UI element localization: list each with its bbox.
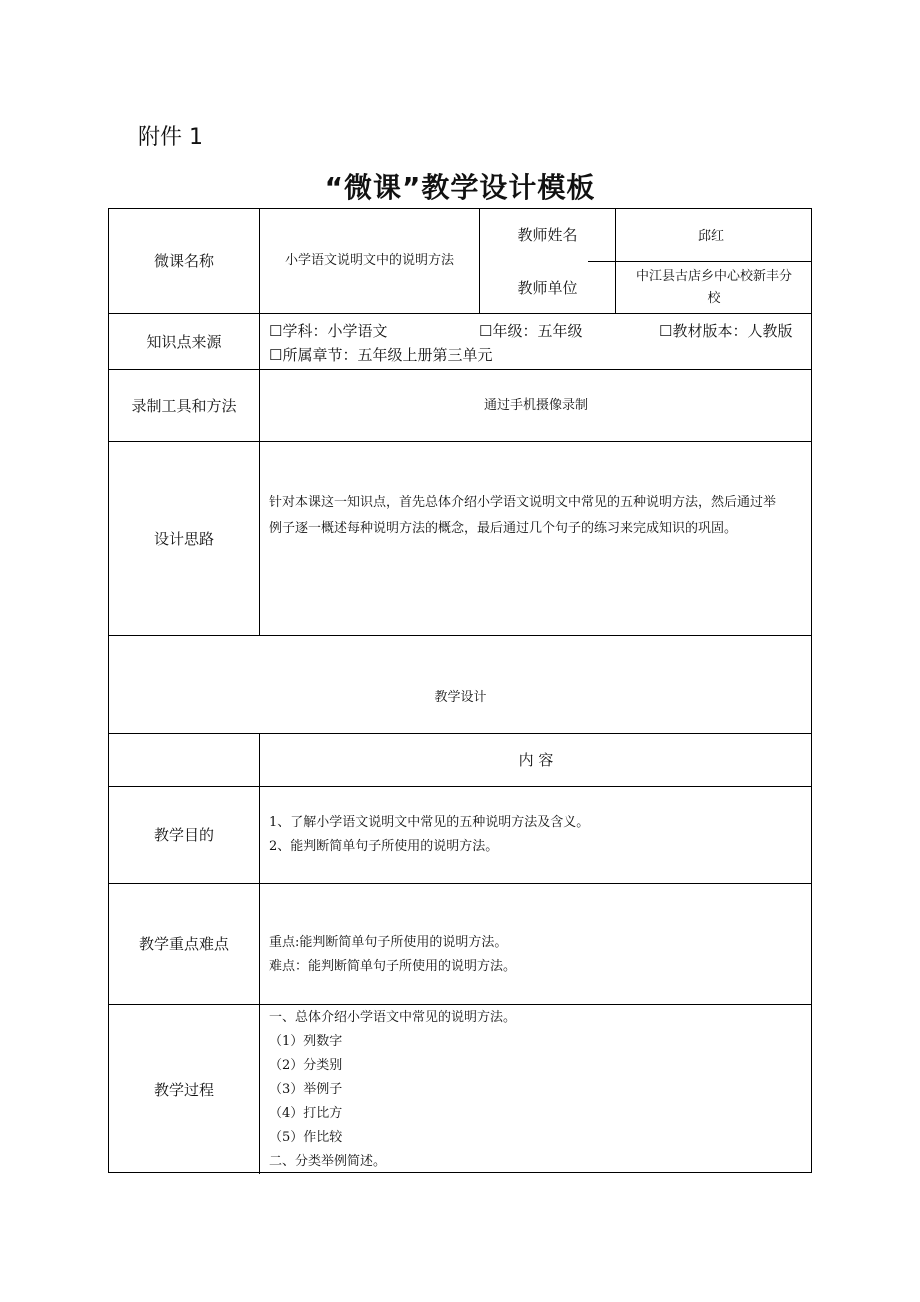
goal-line1: 1、了解小学语文说明文中常见的五种说明方法及含义。 (269, 815, 590, 830)
col-divider-label-b (259, 733, 260, 1174)
lesson-design-form (108, 208, 812, 1173)
tools-label: 录制工具和方法 (131, 396, 237, 415)
source-edition: ☐教材版本：人教版 (659, 322, 793, 340)
goal-line2: 2、能判断简单句子所使用的说明方法。 (269, 839, 499, 854)
teacher-unit-line1: 中江县古店乡中心校新丰分 (635, 268, 792, 284)
source-subject: ☐学科：小学语文 (269, 322, 388, 340)
process-line: （2）分类别 (269, 1058, 343, 1073)
source-label: 知识点来源 (146, 332, 222, 351)
teacher-unit-line2: 校 (707, 290, 721, 306)
key-label: 教学重点难点 (138, 935, 229, 953)
process-line: 一、总体介绍小学语文中常见的说明方法。 (269, 1010, 517, 1025)
tools-value: 通过手机摄像录制 (483, 397, 588, 413)
process-line: （3）举例子 (269, 1082, 343, 1097)
teacher-unit-label: 教师单位 (517, 278, 578, 297)
process-line: （1）列数字 (269, 1034, 343, 1049)
teacher-unit-value (616, 262, 812, 313)
content-header: 内 容 (518, 751, 554, 769)
process-line: （5）作比较 (269, 1130, 343, 1145)
design-text (269, 490, 809, 542)
key-text (269, 931, 516, 979)
process-text (269, 1006, 516, 1174)
course-name-value: 小学语文说明文中的说明方法 (284, 253, 454, 268)
course-name-label: 微课名称 (153, 252, 214, 270)
attachment-label: 附件 1 (138, 125, 203, 150)
key-line1: 重点:能判断简单句子所使用的说明方法。 (269, 935, 508, 950)
design-line2: 例子逐一概述每种说明方法的概念，最后通过几个句子的练习来完成知识的巩固。 (269, 521, 738, 536)
process-line: （4）打比方 (269, 1106, 343, 1121)
teaching-design-header: 教学设计 (434, 689, 487, 705)
source-grade: ☐年级：五年级 (479, 322, 583, 340)
key-line2: 难点：能判断简单句子所使用的说明方法。 (269, 959, 517, 974)
teacher-name-label: 教师姓名 (517, 226, 578, 244)
process-label: 教学过程 (153, 1080, 214, 1099)
design-line1: 针对本课这一知识点，首先总体介绍小学语文说明文中常见的五种说明方法，然后通过举 (269, 495, 777, 510)
page-title: “微课”教学设计模板 (324, 171, 596, 204)
goal-text (269, 811, 589, 859)
goal-label: 教学目的 (153, 826, 214, 844)
source-chapter: ☐所属章节：五年级上册第三单元 (269, 346, 493, 364)
teacher-name-value: 邱红 (698, 229, 725, 244)
process-line: 二、分类举例简述。 (269, 1154, 387, 1169)
design-label: 设计思路 (153, 529, 214, 548)
